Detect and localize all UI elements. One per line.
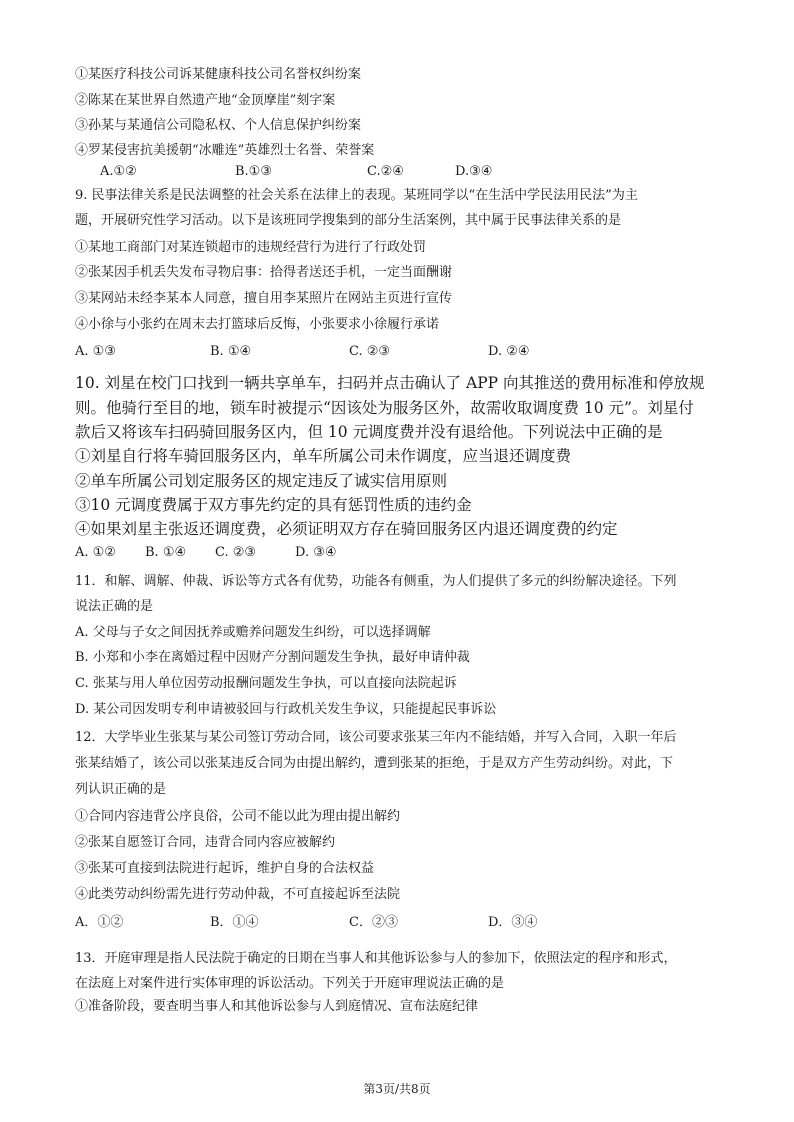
q10-stem-line-3: 款后又将该车扫码骑回服务区内，但 10 元调度费并没有退给他。下列说法中正确的是 [75,423,663,441]
q9-item-4: ④小徐与小张约在周末去打篮球后反悔，小张要求小徐履行承诺 [75,317,440,332]
q9-option-b: B. ①④ [210,344,252,359]
q12-stem-line-2: 张某结婚了，该公司以张某违反合同为由提出解约，遭到张某的拒绝，于是双方产生劳动纠纷。对此，下 [75,756,674,771]
q12-stem-line-3: 列认识正确的是 [75,782,167,797]
q13-stem-line-1: 13．开庭审理是指人民法院于确定的日期在当事人和其他诉讼参与人的参加下，依照法定的程序和形式， [75,951,677,966]
q13-stem-line-2: 在法庭上对案件进行实体审理的诉讼活动。下列关于开庭审理说法正确的是 [75,976,505,991]
q12-option-b: B．①④ [210,915,259,930]
q11-option-c: C. 张某与用人单位因劳动报酬问题发生争执，可以直接向法院起诉 [75,676,457,691]
q11-option-a: A. 父母与子女之间因抚养或赡养问题发生纠纷，可以选择调解 [75,625,431,640]
page-number: 第3页/共8页 [363,1082,431,1096]
q9-option-a: A. ①③ [75,344,116,359]
q9-option-c: C. ②③ [349,344,391,359]
q9-item-1: ①某地工商部门对某连锁超市的违规经营行为进行了行政处罚 [75,240,427,255]
q9-stem-line-1: 9. 民事法律关系是民法调整的社会关系在法律上的表现。某班同学以“在生活中学民法用民法”为主 [75,188,638,203]
q10-stem-line-2: 则。他骑行至目的地，锁车时被提示“因该处为服务区外，故需收取调度费 10 元”。刘星付 [75,399,694,417]
q10-option-a: A. ①② [75,545,116,560]
q10-stem-line-1: 10. 刘星在校门口找到一辆共享单车，扫码并点击确认了 APP 向其推送的费用标准和停放规 [75,374,705,392]
q8-option-c: C.②④ [367,164,404,179]
q8-option-a: A.①② [100,164,137,179]
q9-stem-line-2: 题，开展研究性学习活动。以下是该班同学搜集到的部分生活案例，其中属于民事法律关系的是 [75,213,622,228]
q8-option-d: D.③④ [455,164,493,179]
q12-item-2: ②张某自愿签订合同，违背合同内容应被解约 [75,835,336,850]
q11-option-d: D. 某公司因发明专利申请被驳回与行政机关发生争议，只能提起民事诉讼 [75,702,497,717]
q9-option-d: D. ②④ [488,344,530,359]
q12-stem-line-1: 12．大学毕业生张某与某公司签订劳动合同，该公司要求张某三年内不能结婚，并写入合同，入职一年后 [75,730,677,745]
q12-option-a: A．①② [75,915,124,930]
q8-item-2: ②陈某在某世界自然遗产地“金顶摩崖”刻字案 [75,93,336,108]
q9-item-2: ②张某因手机丢失发布寻物启事：拾得者送还手机，一定当面酬谢 [75,265,453,280]
q8-item-4: ④罗某侵害抗美援朝“冰雕连”英雄烈士名誉、荣誉案 [75,143,375,158]
q11-option-b: B. 小郑和小李在离婚过程中因财产分割问题发生争执，最好申请仲裁 [75,650,470,665]
q10-option-c: C. ②③ [215,545,257,560]
q10-option-b: B. ①④ [145,545,187,560]
q12-item-3: ③张某可直接到法院进行起诉，维护自身的合法权益 [75,861,375,876]
q9-item-3: ③某网站未经李某本人同意，擅自用李某照片在网站主页进行宣传 [75,291,453,306]
q10-item-3: ③10 元调度费属于双方事先约定的具有惩罚性质的违约金 [75,496,472,514]
q12-item-4: ④此类劳动纠纷需先进行劳动仲裁，不可直接起诉至法院 [75,887,401,902]
q10-item-2: ②单车所属公司划定服务区的规定违反了诚实信用原则 [75,472,448,490]
q10-option-d: D. ③④ [295,545,337,560]
q10-item-1: ①刘星自行将车骑回服务区内，单车所属公司未作调度，应当退还调度费 [75,447,572,465]
q8-item-1: ①某医疗科技公司诉某健康科技公司名誉权纠纷案 [75,67,362,82]
q11-stem-line-2: 说法正确的是 [75,599,154,614]
q8-option-b: B.①③ [235,164,272,179]
q10-item-4: ④如果刘星主张返还调度费，必须证明双方存在骑回服务区内退还调度费的约定 [75,520,618,538]
q13-item-1: ①准备阶段，要查明当事人和其他诉讼参与人到庭情况、宣布法庭纪律 [75,999,479,1014]
q8-item-3: ③孙某与某通信公司隐私权、个人信息保护纠纷案 [75,118,362,133]
q11-stem-line-1: 11．和解、调解、仲裁、诉讼等方式各有优势，功能各有侧重，为人们提供了多元的纠纷解决途径。下列 [75,574,677,589]
q12-option-d: D．③④ [488,915,538,930]
q12-option-c: C．②③ [349,915,398,930]
q12-item-1: ①合同内容违背公序良俗，公司不能以此为理由提出解约 [75,809,401,824]
